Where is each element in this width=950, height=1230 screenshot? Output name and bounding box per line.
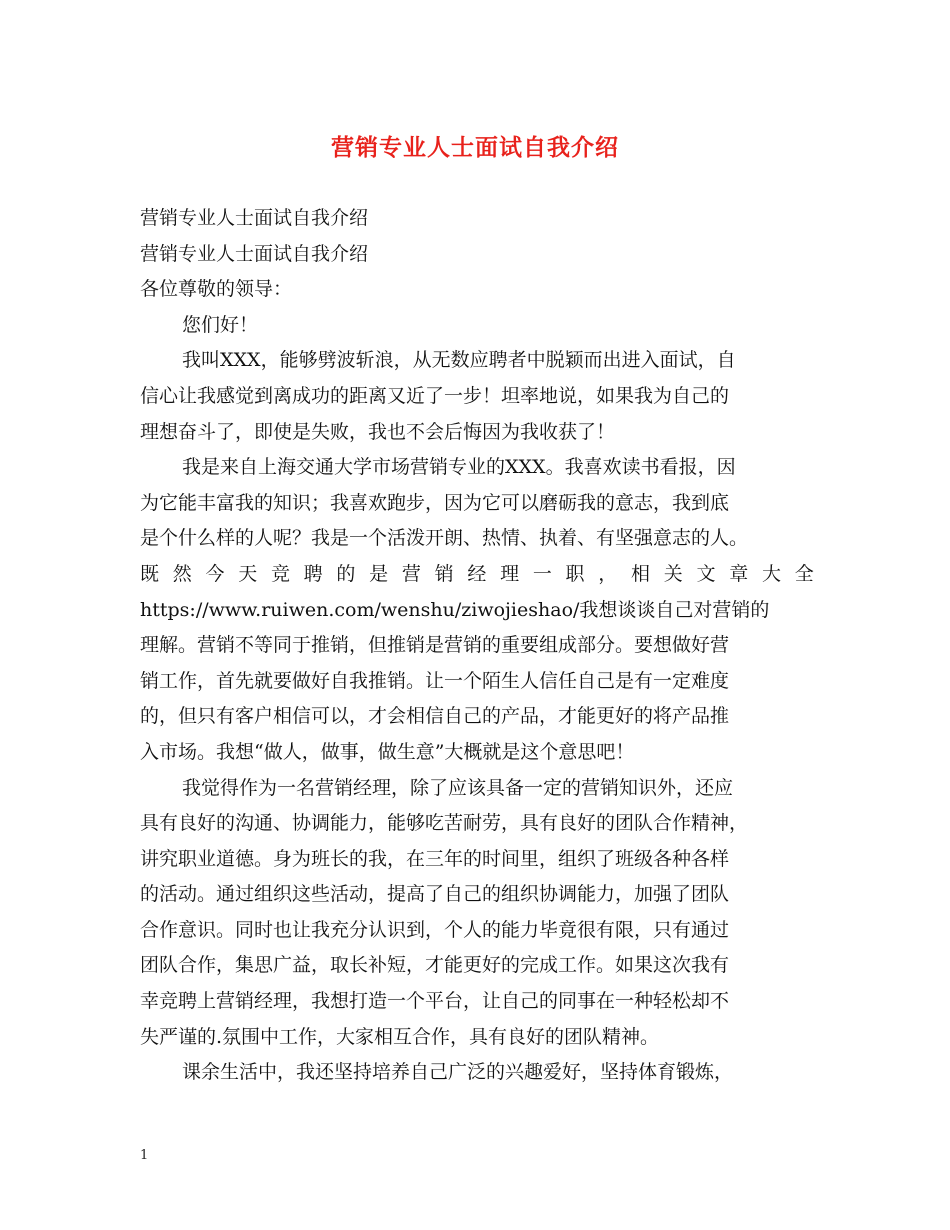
text-line: 各位尊敬的领导： [140,278,293,301]
text-line: 讲究职业道德。身为班长的我，在三年的时间里，组织了班级各种各样 [140,847,730,870]
text-line: 我觉得作为一名营销经理，除了应该具备一定的营销知识外，还应 [182,776,734,799]
text-line: 课余生活中，我还坚持培养自己广泛的兴趣爱好，坚持体育锻炼， [182,1061,734,1084]
justified-char: 理 [500,562,520,585]
justified-char: 的 [336,562,356,585]
text-line: 营销专业人士面试自我介绍 [140,207,369,229]
text-line: 销工作，首先就要做好自我推销。让一个陌生人信任自己是有一定难度 [140,669,730,692]
document-title: 营销专业人士面试自我介绍 [331,134,619,161]
justified-char: 是 [369,562,389,585]
justified-char: 大 [761,562,781,585]
text-line: 理想奋斗了，即使是失败，我也不会后悔因为我收获了！ [140,420,616,443]
justified-char: 相 [631,562,651,585]
justified-text-line [140,557,814,593]
justified-char: 章 [729,562,749,585]
text-line: 的，但只有客户相信可以，才会相信自己的产品，才能更好的将产品推 [140,705,730,728]
justified-char: 今 [205,562,225,585]
text-line: 是个什么样的人呢？我是一个活泼开朗、热情、执着、有坚强意志的人。 [140,527,749,550]
text-line: 合作意识。同时也让我充分认识到，个人的能力毕竟很有限，只有通过 [140,918,730,941]
justified-char: 文 [696,562,716,585]
text-line: 理解。营销不等同于推销，但推销是营销的重要组成部分。要想做好营 [140,634,730,657]
justified-char: 既 [140,562,160,585]
text-line: https://www.ruiwen.com/wenshu/ziwojieshao/我想谈谈自己对营销的 [140,598,770,621]
text-line: 我叫XXX，能够劈波斩浪，从无数应聘者中脱颖而出进入面试，自 [182,349,736,372]
text-line: 入市场。我想“做人，做事，做生意”大概就是这个意思吧！ [140,740,635,763]
page-number: 1 [140,1148,149,1163]
text-line: 您们好！ [182,313,259,336]
justified-char: 天 [238,562,258,585]
justified-char: 竞 [270,562,290,585]
text-line: 的活动。通过组织这些活动，提高了自己的组织协调能力，加强了团队 [140,883,730,906]
justified-char: 销 [434,562,454,585]
justified-char: 聘 [303,562,323,585]
justified-char: 职 [565,562,585,585]
text-line: 我是来自上海交通大学市场营销专业的XXX。我喜欢读书看报，因 [182,456,736,479]
text-line: 为它能丰富我的知识；我喜欢跑步，因为它可以磨砺我的意志，我到底 [140,491,730,514]
text-line: 营销专业人士面试自我介绍 [140,242,369,265]
justified-char: 全 [794,562,814,585]
text-line: 失严谨的.氛围中工作，大家相互合作，具有良好的团队精神。 [140,1025,660,1048]
justified-char: ， [598,562,618,585]
justified-char: 经 [467,562,487,585]
justified-char: 一 [532,562,552,585]
justified-char: 营 [401,562,421,585]
document-body [140,201,814,1091]
text-line: 团队合作，集思广益，取长补短，才能更好的完成工作。如果这次我有 [140,954,730,977]
text-line: 信心让我感觉到离成功的距离又近了一步！坦率地说，如果我为自己的 [140,384,730,407]
text-line: 具有良好的沟通、协调能力，能够吃苦耐劳，具有良好的团队合作精神， [140,812,749,835]
justified-char: 然 [172,562,192,585]
justified-char: 关 [663,562,683,585]
text-line: 幸竞聘上营销经理，我想打造一个平台，让自己的同事在一种轻松却不 [140,990,730,1013]
